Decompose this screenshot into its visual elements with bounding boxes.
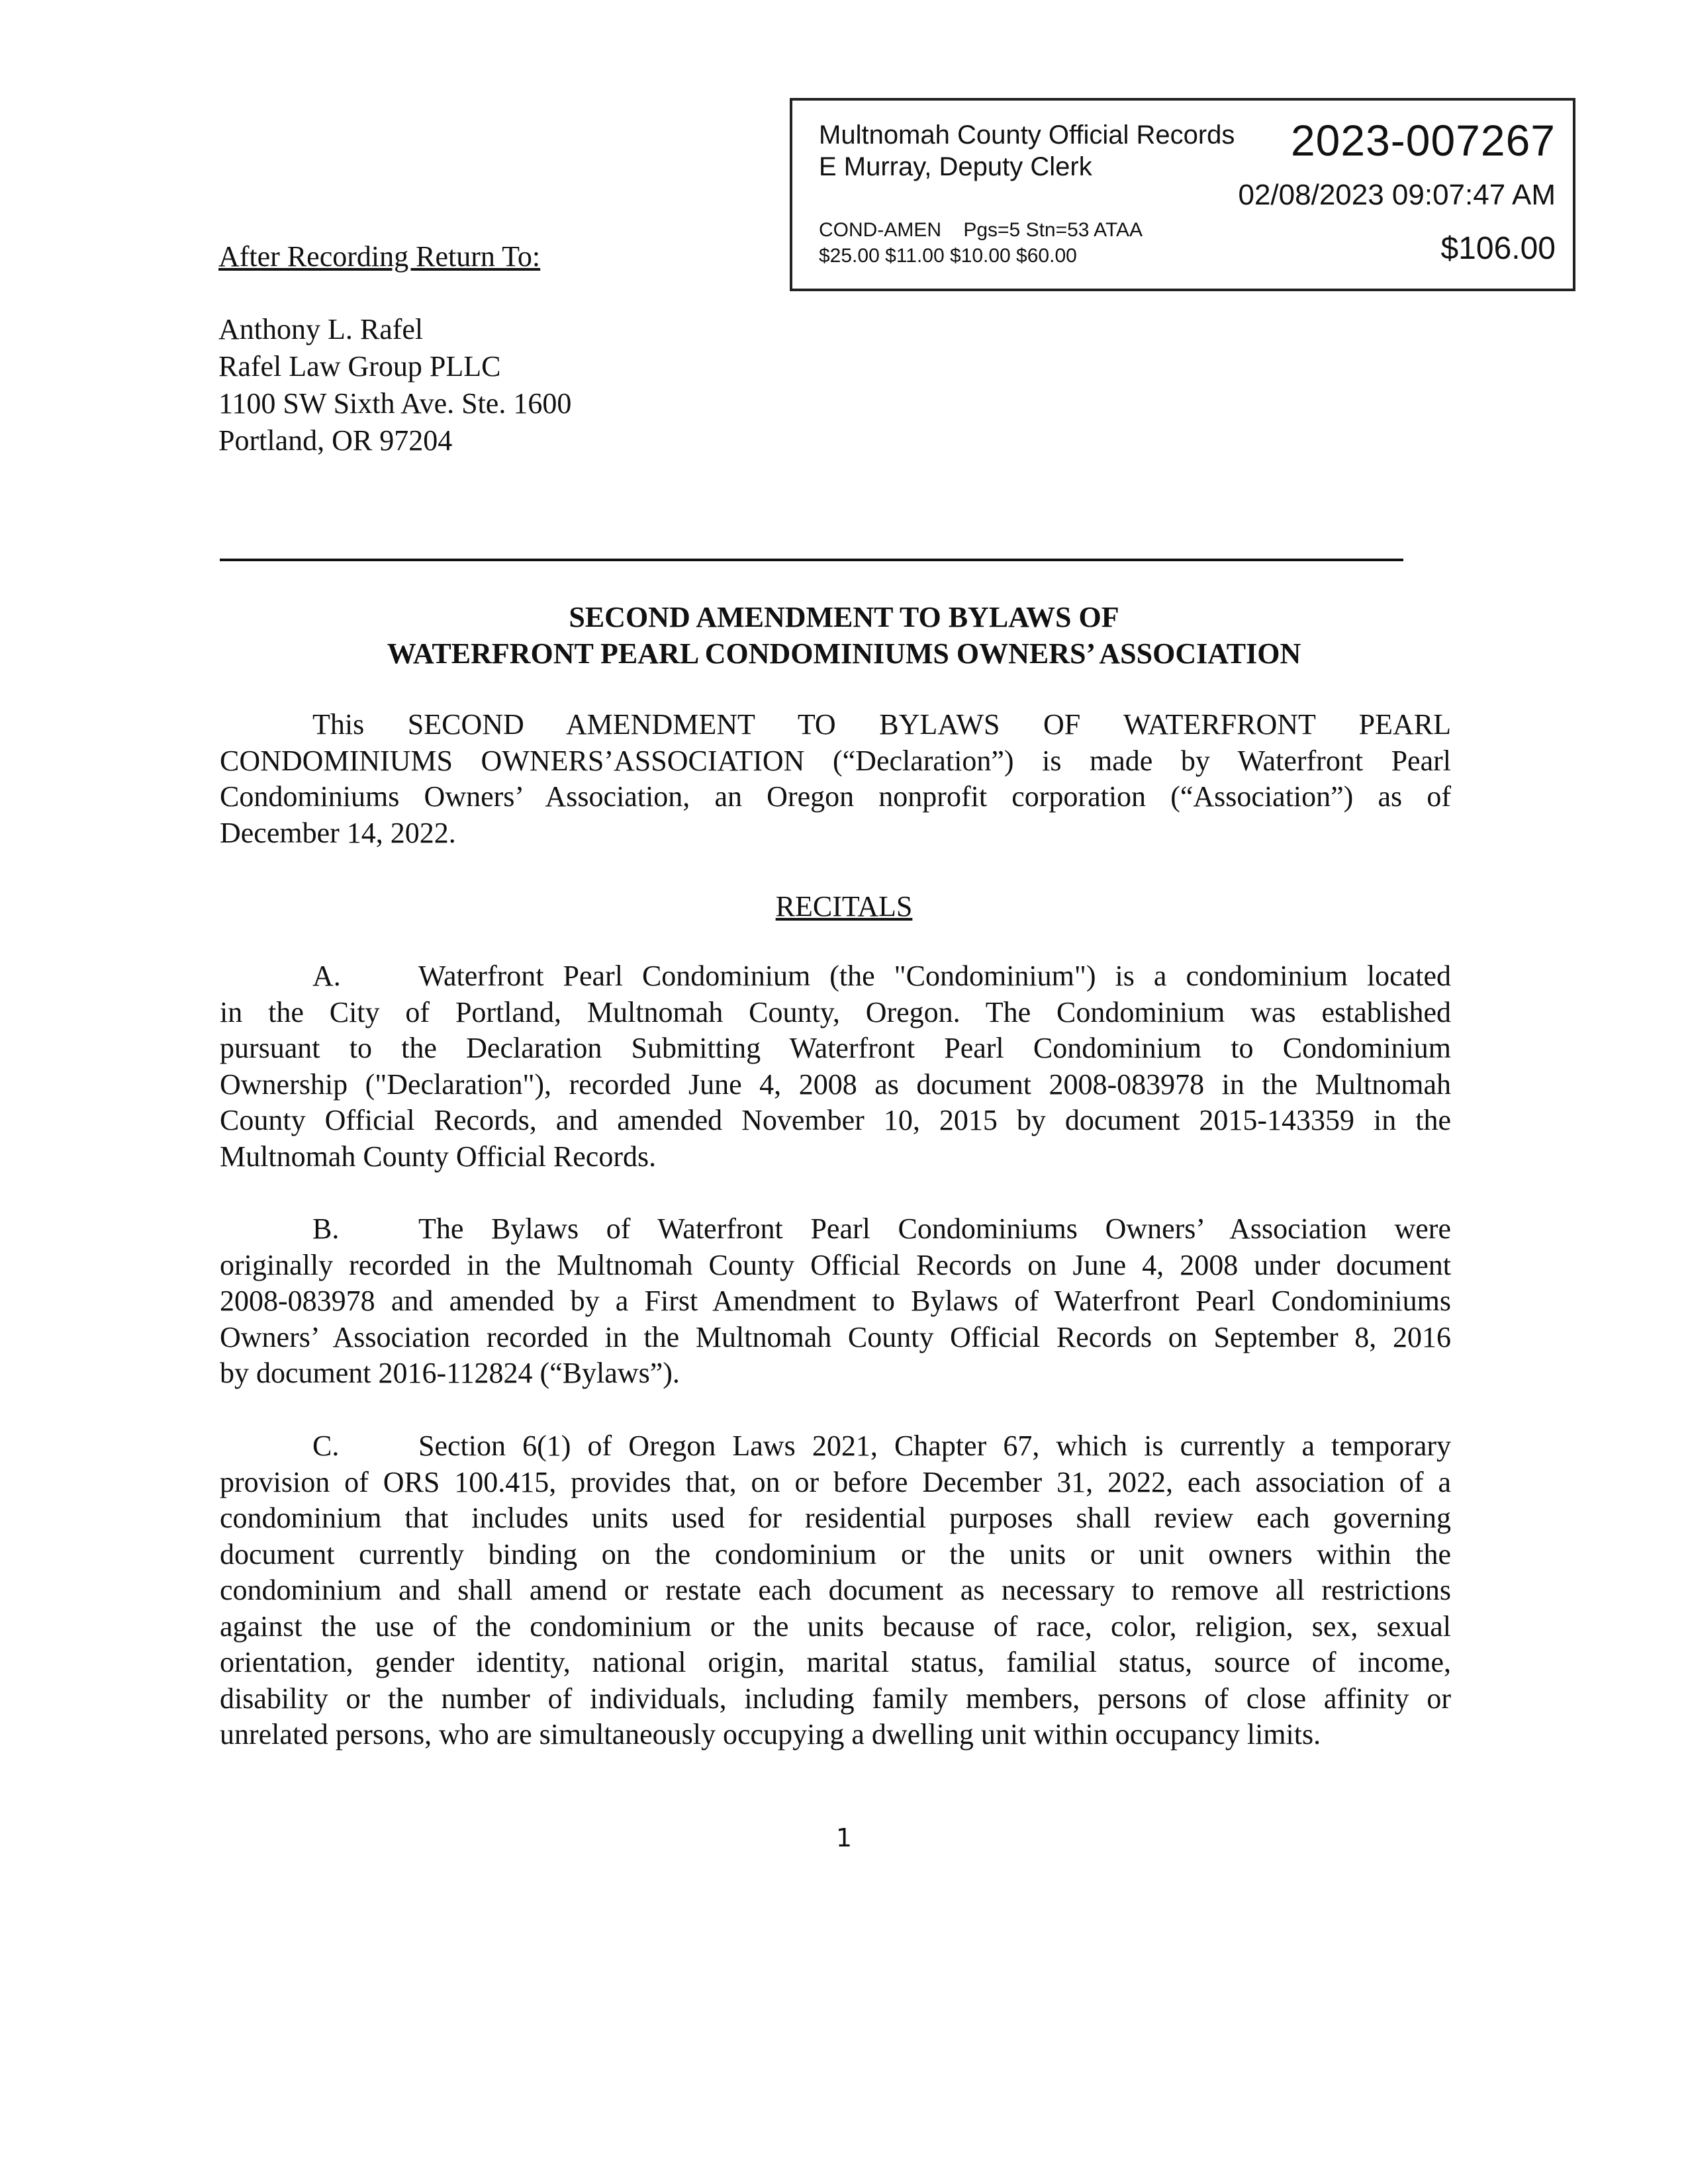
intro-paragraph — [220, 707, 1451, 851]
paragraph-line: County Official Records, and amended November 10, 2015 by document 2015-143359 in the — [220, 1104, 1451, 1136]
paragraph-line: This SECOND AMENDMENT TO BYLAWS OF WATERFRONT PEARL — [312, 708, 1451, 741]
recital-b — [220, 1211, 1451, 1392]
office-line-1: Multnomah County Official Records — [819, 120, 1235, 150]
paragraph-line: December 14, 2022. — [220, 816, 456, 849]
recital-label: A. — [312, 960, 341, 992]
office-line-2: E Murray, Deputy Clerk — [819, 152, 1092, 181]
address-line: Rafel Law Group PLLC — [218, 350, 501, 383]
recording-stamp — [790, 98, 1575, 291]
paragraph-line: provision of ORS 100.415, provides that, on or before December 31, 2022, each association of a — [220, 1465, 1451, 1498]
paragraph-line: Owners’ Association recorded in the Multnomah County Official Records on September 8, 2016 — [220, 1320, 1451, 1353]
paragraph-line: Waterfront Pearl Condominium (the "Condominium") is a condominium located — [418, 960, 1451, 992]
return-to-label: After Recording Return To: — [218, 240, 541, 273]
document-title — [218, 599, 1470, 672]
recitals-heading: RECITALS — [775, 890, 913, 923]
recording-total: $106.00 — [1440, 231, 1556, 266]
recording-code-line: COND-AMEN Pgs=5 Stn=53 ATAA — [819, 219, 1143, 241]
paragraph-line: condominium that includes units used for residential purposes shall review each governing — [220, 1502, 1451, 1534]
return-to-address — [218, 311, 571, 459]
paragraph-line: condominium and shall amend or restate each document as necessary to remove all restrictions — [220, 1574, 1451, 1606]
paragraph-line: pursuant to the Declaration Submitting Waterfront Pearl Condominium to Condominium — [220, 1032, 1451, 1064]
paragraph-line: orientation, gender identity, national origin, marital status, familial status, source of income, — [220, 1646, 1451, 1678]
paragraph-line: 2008-083978 and amended by a First Amendment to Bylaws of Waterfront Pearl Condominiums — [220, 1285, 1451, 1317]
paragraph-line: in the City of Portland, Multnomah County, Oregon. The Condominium was established — [220, 995, 1451, 1028]
paragraph-line: The Bylaws of Waterfront Pearl Condominiums Owners’ Association were — [418, 1212, 1451, 1245]
page-number: 1 — [835, 1823, 853, 1852]
recital-label: C. — [312, 1430, 340, 1462]
paragraph-line: disability or the number of individuals, including family members, persons of close affinity or — [220, 1682, 1451, 1715]
paragraph-line: Section 6(1) of Oregon Laws 2021, Chapter 67, which is currently a temporary — [418, 1430, 1451, 1462]
title-line-2: WATERFRONT PEARL CONDOMINIUMS OWNERS’ ASSOCIATION — [387, 637, 1301, 670]
paragraph-line: document currently binding on the condominium or the units or unit owners within the — [220, 1537, 1451, 1570]
paragraph-line: unrelated persons, who are simultaneously occupying a dwelling unit within occupancy limits. — [220, 1718, 1321, 1751]
address-line: 1100 SW Sixth Ave. Ste. 1600 — [218, 387, 572, 420]
recording-office — [819, 119, 1235, 183]
horizontal-rule — [220, 559, 1403, 561]
address-line: Portland, OR 97204 — [218, 424, 453, 457]
address-line: Anthony L. Rafel — [218, 313, 424, 345]
paragraph-line: Ownership ("Declaration"), recorded June 4, 2008 as document 2008-083978 in the Multnomah — [220, 1068, 1451, 1101]
recital-label: B. — [312, 1212, 340, 1245]
paragraph-line: Condominiums Owners’ Association, an Oregon nonprofit corporation (“Association”) as of — [220, 780, 1451, 813]
document-number: 2023-007267 — [1290, 116, 1556, 165]
paragraph-line: by document 2016-112824 (“Bylaws”). — [220, 1357, 680, 1389]
paragraph-line: Multnomah County Official Records. — [220, 1140, 657, 1173]
recital-c — [220, 1428, 1451, 1753]
paragraph-line: against the use of the condominium or the units because of race, color, religion, sex, sexual — [220, 1610, 1451, 1643]
recording-fees: $25.00 $11.00 $10.00 $60.00 — [819, 245, 1077, 267]
paragraph-line: CONDOMINIUMS OWNERS’ASSOCIATION (“Declaration”) is made by Waterfront Pearl — [220, 744, 1451, 777]
recital-a — [220, 958, 1451, 1175]
recording-datetime: 02/08/2023 09:07:47 AM — [1238, 179, 1556, 211]
title-line-1: SECOND AMENDMENT TO BYLAWS OF — [569, 601, 1119, 633]
paragraph-line: originally recorded in the Multnomah County Official Records on June 4, 2008 under document — [220, 1248, 1451, 1281]
